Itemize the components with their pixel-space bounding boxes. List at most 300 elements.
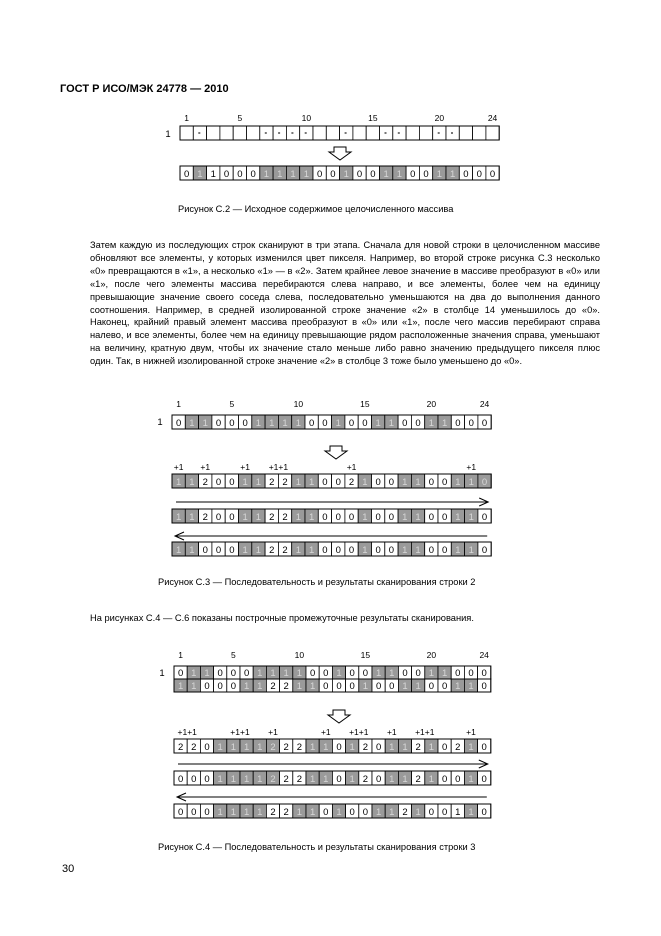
faint-mark [438, 132, 440, 134]
c3-row-a-value: 2 [348, 477, 355, 488]
c2-bottom-value: 0 [476, 169, 482, 180]
c4-row-a-value: 0 [336, 742, 342, 753]
c4-top1-value: 0 [349, 668, 355, 679]
c3-row-c-value: 2 [269, 545, 275, 556]
c3-row-c-value: 0 [202, 545, 208, 556]
c4-row-c-value: 0 [481, 807, 487, 818]
c4-top1-value: 0 [243, 668, 250, 679]
c4-row-a-value: 1 [389, 742, 395, 753]
c4-row-b-value: 0 [441, 774, 448, 785]
c4-top2-value: 1 [191, 681, 197, 692]
column-label: 24 [479, 650, 489, 660]
c4-top1-value: 0 [468, 668, 474, 679]
c4-top2-value: 1 [177, 681, 184, 692]
c3-row-a-value: 1 [362, 477, 368, 488]
down-arrow-icon [328, 710, 350, 723]
c4-row-c-value: 0 [204, 807, 210, 818]
c4-row-a-value: 2 [296, 742, 303, 753]
c3-row-b-value: 1 [455, 512, 461, 523]
c4-row-a-value: 1 [217, 742, 223, 753]
faint-mark [398, 132, 400, 134]
c3-row-a-value: 2 [282, 477, 288, 488]
c4-row-c-value: 1 [455, 807, 461, 818]
c4-row-c-value: 0 [177, 807, 184, 818]
c2-bottom-value: 0 [250, 169, 256, 180]
c2-bottom-value: 1 [277, 169, 283, 180]
c2-top-cell [313, 126, 326, 140]
c4-row-a-value: 1 [349, 742, 355, 753]
c4-row-a-value: 2 [283, 742, 289, 753]
c4-row-a-value: 0 [481, 742, 487, 753]
c2-bottom-value: 1 [210, 169, 216, 180]
c4-row-b-value: 1 [230, 774, 237, 785]
c3-row-c-value: 1 [295, 545, 301, 556]
column-label: 15 [360, 399, 370, 409]
c2-bottom-value: 1 [303, 169, 309, 180]
c4-row-b-value: 0 [375, 774, 382, 785]
c3-row-c-value: 0 [481, 545, 488, 556]
c2-top-cell [486, 126, 499, 140]
c3-row-c-value: 1 [415, 545, 421, 556]
c3-row-a-value: 1 [176, 477, 182, 488]
c4-top2-value: 0 [323, 681, 329, 692]
plus-label: +1 [346, 462, 357, 472]
c4-top2-value: 1 [309, 681, 316, 692]
c4-row-b-value: 0 [204, 774, 210, 785]
c4-row-c-value: 2 [283, 807, 289, 818]
c3-top-value: 0 [322, 418, 328, 429]
c2-top-cell [459, 126, 472, 140]
c4-row-c-value: 1 [243, 807, 250, 818]
column-label: 24 [479, 399, 490, 409]
c4-row-b-value: 1 [217, 774, 223, 785]
c3-row-c-value: 1 [468, 545, 474, 556]
c4-row-c-value: 0 [441, 807, 448, 818]
faint-mark [385, 132, 387, 134]
c2-bottom-value: 1 [436, 169, 442, 180]
c4-row-a-value: 1 [309, 742, 316, 753]
c3-row-a-value: 1 [468, 477, 474, 488]
c3-row-c-value: 0 [215, 545, 222, 556]
c2-bottom-value: 0 [370, 169, 376, 180]
c2-top-cell [247, 126, 260, 140]
column-label: 10 [293, 399, 304, 409]
faint-mark [291, 132, 293, 134]
c4-row-c-value: 1 [389, 807, 395, 818]
c4-row-b-value: 1 [428, 774, 435, 785]
document-header: ГОСТ Р ИСО/МЭК 24778 — 2010 [60, 83, 229, 95]
faint-mark [278, 132, 280, 134]
figure-c4-caption: Рисунок С.4 — Последовательность и результаты сканирования строки 3 [158, 842, 476, 852]
row-label: 1 [157, 417, 163, 428]
c2-top-cell [473, 126, 486, 140]
column-label: 1 [178, 650, 183, 660]
c4-row-a-value: 2 [177, 742, 184, 753]
c3-row-b-value: 1 [255, 512, 262, 523]
c2-bottom-value: 1 [263, 169, 270, 180]
c3-row-a-value: 1 [415, 477, 421, 488]
c4-top2-value: 0 [389, 681, 395, 692]
c3-row-a-value: 1 [242, 477, 248, 488]
c4-row-c-value: 2 [402, 807, 408, 818]
c4-top2-value: 0 [204, 681, 210, 692]
c2-bottom-value: 1 [197, 169, 203, 180]
c3-row-a-value: 0 [442, 477, 448, 488]
c4-row-a-value: 0 [204, 742, 210, 753]
c4-top1-value: 0 [415, 668, 421, 679]
c3-row-b-value: 0 [335, 512, 341, 523]
column-label: 20 [426, 650, 437, 660]
c3-top-value: 1 [202, 418, 208, 429]
c4-row-a-value: 1 [428, 742, 435, 753]
c4-top1-value: 1 [375, 668, 382, 679]
plus-label: +1 [466, 727, 476, 737]
c3-row-a-value: 0 [388, 477, 395, 488]
page-number: 30 [62, 863, 75, 875]
c4-row-b-value: 0 [177, 774, 184, 785]
c3-row-b-value: 0 [481, 512, 488, 523]
down-arrow-icon [329, 147, 351, 160]
c3-row-c-value: 0 [428, 545, 434, 556]
c4-row-a-value: 1 [230, 742, 237, 753]
c3-top-value: 1 [269, 418, 275, 429]
row-label: 1 [159, 668, 165, 679]
c3-row-c-value: 0 [375, 545, 381, 556]
c4-top1-value: 1 [191, 668, 197, 679]
c2-top-cell [419, 126, 432, 140]
c4-row-a-value: 0 [375, 742, 382, 753]
c3-row-a-value: 1 [255, 477, 262, 488]
c3-row-c-value: 0 [335, 545, 341, 556]
c2-bottom-value: 0 [317, 169, 323, 180]
column-label: 1 [184, 113, 190, 123]
c4-top2-value: 0 [349, 681, 355, 692]
c4-row-a-value: 0 [441, 742, 448, 753]
c3-row-a-value: 0 [335, 477, 341, 488]
c4-row-c-value: 0 [323, 807, 329, 818]
paragraph-2: На рисунках С.4 — С.6 показаны построчные промежуточные результаты сканирования. [90, 613, 474, 623]
plus-label: +1+1 [349, 727, 369, 737]
column-label: 5 [237, 113, 243, 123]
c3-top-value: 0 [242, 418, 248, 429]
c2-bottom-value: 0 [330, 169, 336, 180]
c4-top1-value: 1 [283, 668, 289, 679]
down-arrow-icon [325, 446, 347, 459]
c3-row-c-value: 1 [309, 545, 315, 556]
c3-row-b-value: 1 [295, 512, 301, 523]
c3-row-a-value: 2 [269, 477, 275, 488]
c3-row-b-value: 1 [362, 512, 368, 523]
c4-top2-value: 1 [257, 681, 263, 692]
c4-top2-value: 1 [402, 681, 408, 692]
figure-c3-caption: Рисунок С.3 — Последовательность и результаты сканирования строки 2 [158, 577, 476, 587]
c4-top2-value: 0 [230, 681, 237, 692]
plus-label: +1+1 [268, 462, 289, 472]
c4-top1-value: 1 [296, 668, 303, 679]
c4-row-b-value: 0 [455, 774, 461, 785]
c4-top2-value: 0 [375, 681, 382, 692]
plus-label: +1+1 [177, 727, 197, 737]
c4-row-b-value: 1 [323, 774, 329, 785]
c3-top-value: 0 [362, 418, 368, 429]
c4-top2-value: 0 [481, 681, 487, 692]
c4-row-b-value: 1 [468, 774, 474, 785]
c4-top1-value: 1 [257, 668, 263, 679]
plus-label: +1 [320, 727, 331, 737]
c4-row-c-value: 0 [362, 807, 369, 818]
c4-row-c-value: 0 [428, 807, 435, 818]
c2-bottom-value: 0 [356, 169, 363, 180]
c3-row-a-value: 1 [402, 477, 408, 488]
c4-row-c-value: 1 [415, 807, 421, 818]
c3-row-a-value: 1 [189, 477, 195, 488]
c3-top-value: 0 [481, 418, 488, 429]
c4-top1-value: 1 [204, 668, 210, 679]
c3-top-value: 0 [468, 418, 474, 429]
c4-row-b-value: 1 [243, 774, 250, 785]
c3-top-value: 0 [215, 418, 222, 429]
c3-top-value: 0 [402, 418, 408, 429]
c4-row-c-value: 1 [230, 807, 237, 818]
c4-row-a-value: 1 [468, 742, 474, 753]
c2-top-cell [233, 126, 246, 140]
plus-label: +1 [268, 727, 278, 737]
c2-top-cell [326, 126, 339, 140]
c2-top-cell [180, 126, 193, 140]
c3-top-value: 0 [229, 418, 235, 429]
c3-row-b-value: 2 [202, 512, 208, 523]
faint-mark [451, 132, 453, 134]
c3-row-c-value: 0 [348, 545, 355, 556]
c3-row-c-value: 0 [322, 545, 328, 556]
c3-row-c-value: 0 [388, 545, 395, 556]
c4-row-c-value: 1 [296, 807, 303, 818]
c3-row-a-value: 1 [309, 477, 315, 488]
c4-top2-value: 0 [428, 681, 435, 692]
c2-bottom-value: 1 [383, 169, 389, 180]
column-label: 10 [301, 113, 312, 123]
c3-row-c-value: 1 [189, 545, 195, 556]
c2-bottom-value: 0 [223, 169, 230, 180]
c4-top2-value: 1 [243, 681, 250, 692]
c3-row-b-value: 2 [269, 512, 275, 523]
column-label: 5 [229, 399, 235, 409]
c4-row-b-value: 1 [389, 774, 395, 785]
c2-bottom-value: 1 [343, 169, 349, 180]
column-label: 15 [360, 650, 371, 660]
c4-row-b-value: 2 [296, 774, 303, 785]
c4-row-b-value: 0 [336, 774, 342, 785]
faint-mark [265, 132, 267, 134]
c3-row-c-value: 1 [255, 545, 262, 556]
c3-top-value: 0 [348, 418, 355, 429]
c3-row-b-value: 1 [242, 512, 248, 523]
c3-row-a-value: 0 [215, 477, 222, 488]
column-label: 20 [426, 399, 437, 409]
c4-row-c-value: 1 [257, 807, 263, 818]
c2-bottom-value: 0 [184, 169, 190, 180]
c2-top-cell [366, 126, 379, 140]
c4-top1-value: 0 [309, 668, 316, 679]
c3-row-b-value: 1 [415, 512, 421, 523]
c3-row-c-value: 1 [402, 545, 408, 556]
c4-top1-value: 0 [217, 668, 223, 679]
c3-row-b-value: 1 [468, 512, 474, 523]
c3-row-b-value: 2 [282, 512, 288, 523]
c4-top2-value: 1 [468, 681, 474, 692]
c4-row-b-value: 1 [402, 774, 408, 785]
c4-top1-value: 1 [389, 668, 395, 679]
c4-top2-value: 1 [455, 681, 461, 692]
plus-label: +1 [386, 727, 397, 737]
c3-row-b-value: 0 [322, 512, 328, 523]
c3-row-a-value: 0 [481, 477, 488, 488]
c3-row-b-value: 0 [428, 512, 434, 523]
c4-row-a-value: 1 [243, 742, 250, 753]
c4-top1-value: 0 [362, 668, 369, 679]
column-label: 5 [231, 650, 236, 660]
c4-top1-value: 0 [455, 668, 461, 679]
c3-row-b-value: 0 [442, 512, 448, 523]
c4-top1-value: 0 [481, 668, 487, 679]
c4-row-b-value: 2 [270, 774, 276, 785]
c3-top-value: 1 [375, 418, 381, 429]
c3-row-b-value: 0 [215, 512, 222, 523]
c4-top2-value: 1 [415, 681, 421, 692]
c3-row-c-value: 1 [242, 545, 248, 556]
c4-top1-value: 0 [323, 668, 329, 679]
c3-row-a-value: 0 [322, 477, 328, 488]
c2-bottom-value: 1 [290, 169, 296, 180]
c4-row-b-value: 0 [191, 774, 197, 785]
c4-row-a-value: 2 [191, 742, 197, 753]
c4-top1-value: 1 [336, 668, 342, 679]
c3-row-c-value: 1 [362, 545, 368, 556]
c2-bottom-value: 0 [410, 169, 416, 180]
c4-top2-value: 0 [336, 681, 342, 692]
c3-top-value: 0 [415, 418, 421, 429]
plus-label: +1+1 [230, 727, 250, 737]
c4-row-b-value: 1 [349, 774, 355, 785]
c4-row-a-value: 2 [455, 742, 461, 753]
c3-row-b-value: 0 [388, 512, 395, 523]
c4-top2-value: 1 [362, 681, 369, 692]
c3-top-value: 0 [176, 418, 182, 429]
row-label: 1 [165, 129, 171, 140]
c3-row-c-value: 1 [176, 545, 182, 556]
faint-mark [198, 132, 200, 134]
c4-row-c-value: 1 [336, 807, 342, 818]
c3-row-a-value: 2 [202, 477, 208, 488]
paragraph-1: Затем каждую из последующих строк сканируют в три этапа. Сначала для новой строки в целочисленном массиве обновляют все элементы, у которых изменился цвет пикселя. Например, во второй строке рисунка С.3 несколько «0» превращаются в «1», а несколько «1» — в «2». Затем крайнее левое значение в массиве преобразуют в «0» или «1», после чего элементы массива перебираются слева направо, и все элементы, более чем на единицу превышающие значение своего соседа слева, последовательно уменьшаются на два до выполнения данного соотношения. Например, в средней изолированной строке значение «2» в столбце 14 уменьшилось до «0». Наконец, крайний правый элемент массива преобразуют в «0» или «1», после чего массив перебирают справа налево, и все элементы, более чем на единицу превышающие рядом расположенные значения справа, уменьшают на величину, кратную двум, чтобы их значение стало меньше либо равно значению предыдущего пикселя плюс один. Так, в нижней изолированной строке значение «2» в столбце 3 тоже было уменьшено до «0». [90, 240, 600, 367]
c2-top-cell [220, 126, 233, 140]
column-label: 10 [294, 650, 305, 660]
c3-top-value: 0 [309, 418, 315, 429]
c4-row-a-value: 1 [402, 742, 408, 753]
c3-row-a-value: 1 [455, 477, 461, 488]
c4-row-b-value: 2 [283, 774, 289, 785]
c4-row-a-value: 1 [257, 742, 263, 753]
c2-bottom-value: 1 [450, 169, 456, 180]
c4-row-a-value: 1 [323, 742, 329, 753]
c4-row-b-value: 2 [362, 774, 369, 785]
c3-top-value: 1 [255, 418, 262, 429]
c2-top-cell [353, 126, 366, 140]
c3-top-value: 1 [428, 418, 434, 429]
c4-top1-value: 1 [441, 668, 448, 679]
c4-top2-value: 0 [441, 681, 448, 692]
c3-row-b-value: 0 [229, 512, 235, 523]
c4-row-c-value: 0 [349, 807, 355, 818]
faint-mark [305, 132, 307, 134]
c4-row-a-value: 2 [415, 742, 421, 753]
c4-row-c-value: 1 [468, 807, 474, 818]
c3-top-value: 0 [455, 418, 461, 429]
c4-top1-value: 0 [177, 668, 184, 679]
c4-top1-value: 0 [230, 668, 237, 679]
plus-label: +1 [200, 462, 211, 472]
c4-row-c-value: 1 [375, 807, 382, 818]
c4-row-c-value: 1 [309, 807, 316, 818]
c3-row-b-value: 1 [176, 512, 182, 523]
column-label: 24 [487, 113, 498, 123]
plus-label: +1 [173, 462, 184, 472]
c3-row-a-value: 0 [229, 477, 235, 488]
c3-top-value: 1 [335, 418, 341, 429]
c3-row-b-value: 0 [375, 512, 381, 523]
column-label: 15 [368, 113, 378, 123]
column-label: 20 [434, 113, 445, 123]
c2-bottom-value: 1 [396, 169, 403, 180]
c3-row-a-value: 1 [295, 477, 301, 488]
c4-row-b-value: 2 [415, 774, 421, 785]
c3-row-c-value: 2 [282, 545, 288, 556]
c3-row-b-value: 1 [309, 512, 315, 523]
c4-top2-value: 2 [270, 681, 276, 692]
c4-top1-value: 0 [402, 668, 408, 679]
c4-row-a-value: 2 [270, 742, 276, 753]
c2-bottom-value: 0 [423, 169, 429, 180]
c3-row-c-value: 0 [229, 545, 235, 556]
c3-top-value: 1 [295, 418, 301, 429]
c2-top-cell [406, 126, 419, 140]
c3-row-c-value: 1 [455, 545, 461, 556]
c4-row-b-value: 0 [481, 774, 487, 785]
c3-row-c-value: 0 [442, 545, 448, 556]
c4-row-b-value: 1 [257, 774, 263, 785]
column-label: 1 [176, 399, 182, 409]
c3-row-b-value: 0 [348, 512, 355, 523]
c4-row-c-value: 1 [217, 807, 223, 818]
faint-mark [345, 132, 347, 134]
c4-row-c-value: 0 [191, 807, 197, 818]
figure-c2-caption: Рисунок С.2 — Исходное содержимое целочисленного массива [178, 204, 454, 214]
c3-top-value: 1 [282, 418, 288, 429]
c4-row-a-value: 2 [362, 742, 369, 753]
plus-label: +1+1 [415, 727, 435, 737]
c2-bottom-value: 0 [489, 169, 496, 180]
c4-row-b-value: 1 [309, 774, 316, 785]
c3-top-value: 1 [442, 418, 448, 429]
c4-top1-value: 1 [428, 668, 435, 679]
c3-top-value: 1 [189, 418, 195, 429]
c3-row-b-value: 1 [189, 512, 195, 523]
c3-row-a-value: 0 [375, 477, 381, 488]
c2-bottom-value: 0 [463, 169, 469, 180]
c4-top1-value: 1 [270, 668, 276, 679]
c4-top2-value: 1 [296, 681, 303, 692]
c2-top-cell [207, 126, 220, 140]
